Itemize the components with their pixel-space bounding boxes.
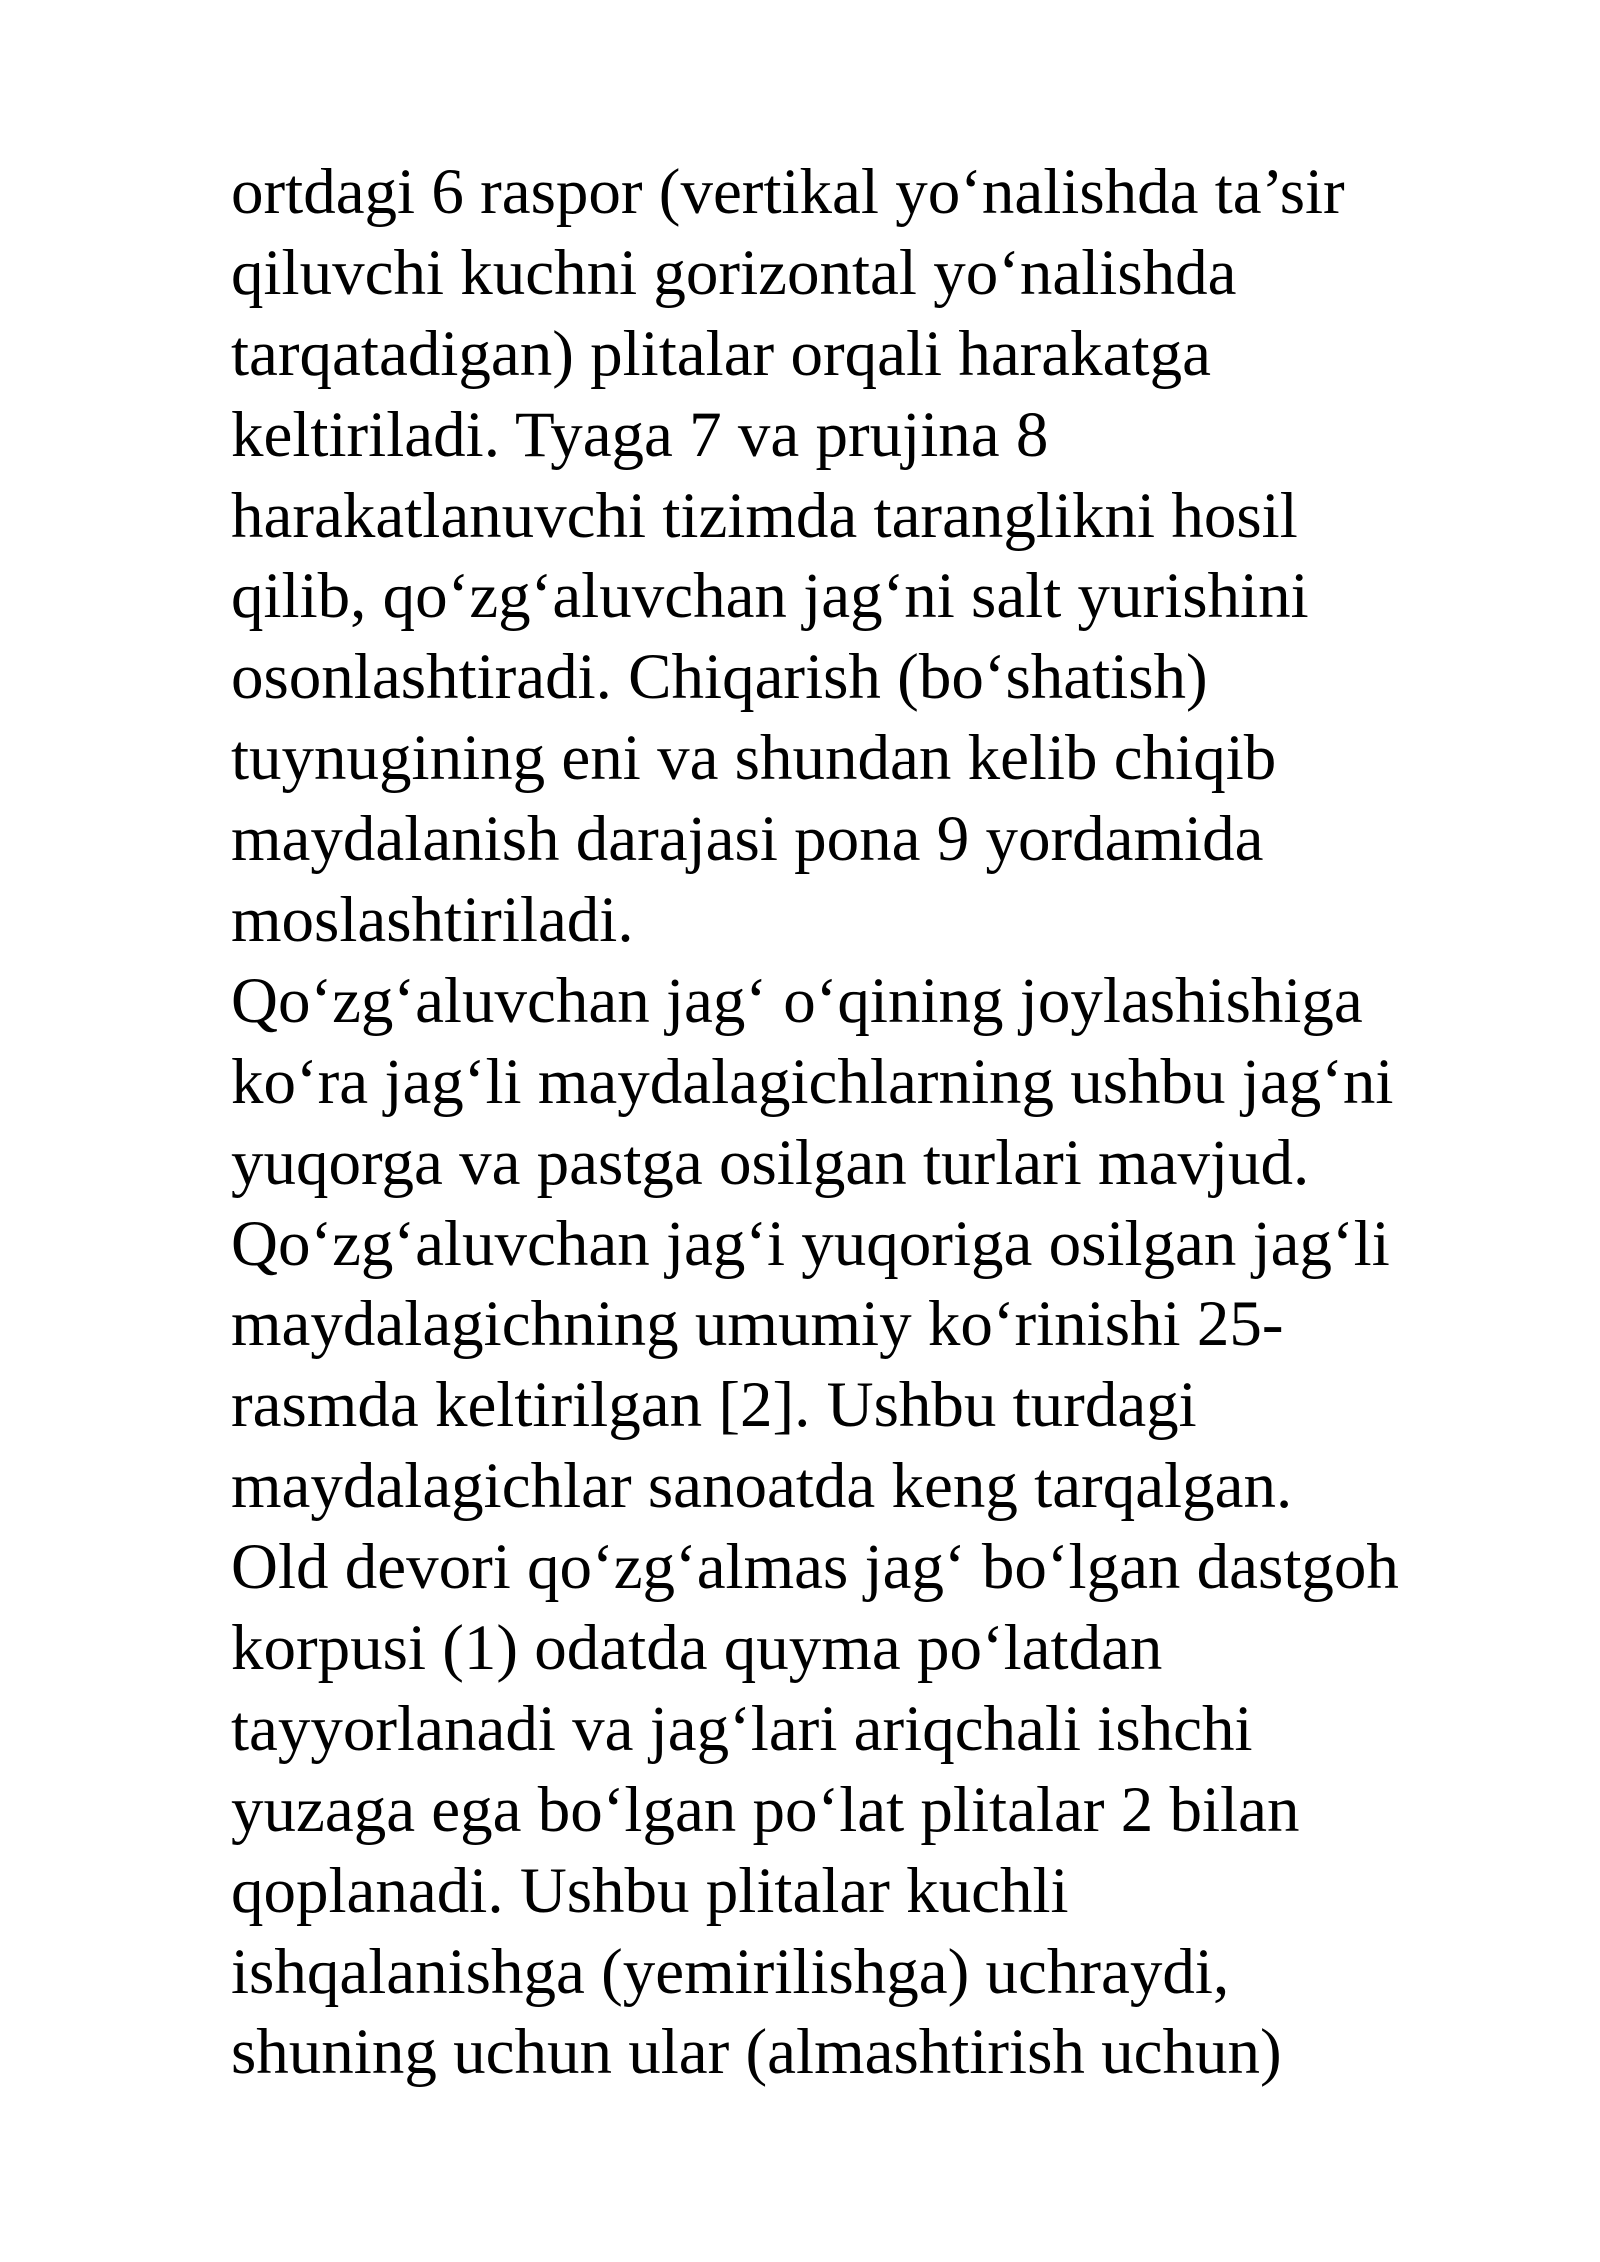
text-line: tuynugining eni va shundan kelib chiqib [231, 722, 1277, 795]
text-line: ortdagi 6 raspor (vertikal yo‘nalishda ta’sir [231, 156, 1345, 228]
text-line: maydalanish darajasi pona 9 yordamida [231, 803, 1264, 876]
text-line: shuning uchun ular (almashtirish uchun) [231, 2016, 1282, 2089]
text-line: korpusi (1) odatda quyma po‘latdan [231, 1612, 1163, 1685]
text-line: maydalagichlar sanoatda keng tarqalgan. [231, 1450, 1293, 1523]
text-line: ko‘ra jag‘li maydalagichlarning ushbu jag‘ni [231, 1045, 1394, 1118]
text-line: Qo‘zg‘aluvchan jag‘i yuqoriga osilgan jag‘li [231, 1207, 1390, 1280]
text-line: yuzaga ega bo‘lgan po‘lat plitalar 2 bilan [231, 1773, 1300, 1846]
text-line: qiluvchi kuchni gorizontal yo‘nalishda [231, 236, 1237, 309]
text-line: moslashtiriladi. [231, 884, 634, 957]
text-line: maydalagichning umumiy ko‘rinishi 25- [231, 1288, 1284, 1361]
text-line: yuqorga va pastga osilgan turlari mavjud. [231, 1126, 1310, 1199]
text-line: qilib, qo‘zg‘aluvchan jag‘ni salt yurishini [231, 560, 1309, 633]
text-line: Old devori qo‘zg‘almas jag‘ bo‘lgan dastgoh [231, 1531, 1399, 1604]
text-line: rasmda keltirilgan [2]. Ushbu turdagi [231, 1369, 1197, 1442]
text-line: harakatlanuvchi tizimda taranglikni hosil [231, 479, 1298, 552]
text-line: ishqalanishga (yemirilishga) uchraydi, [231, 1935, 1230, 2008]
text-line: tarqatadigan) plitalar orqali harakatga [231, 317, 1211, 390]
text-line: keltiriladi. Tyaga 7 va prujina 8 [231, 398, 1049, 471]
body-text [231, 152, 1531, 2093]
text-line: Qo‘zg‘aluvchan jag‘ o‘qining joylashishiga [231, 964, 1363, 1037]
text-line: osonlashtiradi. Chiqarish (bo‘shatish) [231, 641, 1208, 714]
text-line: qoplanadi. Ushbu plitalar kuchli [231, 1854, 1069, 1927]
text-line: tayyorlanadi va jag‘lari ariqchali ishchi [231, 1692, 1253, 1765]
